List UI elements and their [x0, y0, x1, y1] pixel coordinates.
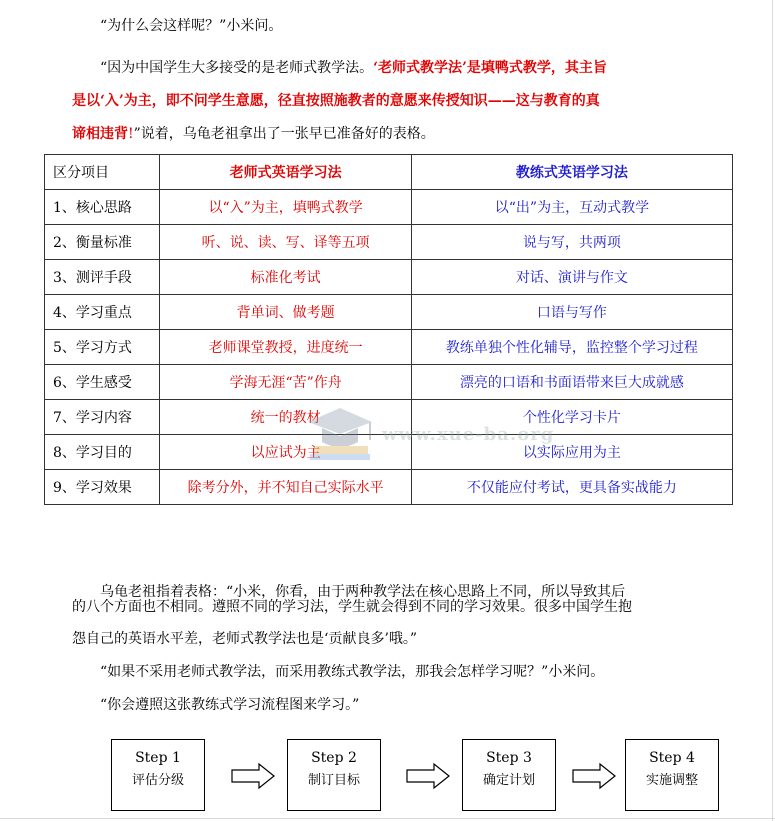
body-line-1: 乌龟老祖指着表格：“小米，你看，由于两种教学法在核心思路上不同，所以导致其后: [100, 584, 626, 600]
teacher-cell: 听、说、读、写、译等五项: [160, 225, 411, 260]
row-label: 3、测评手段: [45, 260, 160, 295]
table-row: [45, 190, 733, 225]
body-line-2: 的八个方面也不相同。遵照不同的学习法，学生就会得到不同的学习效果。很多中国学生抱: [72, 599, 632, 615]
body-paragraph-1-cont2: [72, 629, 712, 649]
comparison-table: [44, 154, 733, 505]
intro-line-4-mark: !: [128, 126, 134, 142]
row-label: 8、学习目的: [45, 435, 160, 470]
step-label: 确定计划: [482, 773, 535, 788]
watermark-text: www.xue-ba.org: [382, 424, 555, 445]
teacher-cell: 标准化考试: [160, 260, 411, 295]
coach-cell: 以实际应用为主: [411, 435, 732, 470]
body-paragraph-1-cont: [72, 597, 712, 617]
intro-paragraph-2: [100, 58, 740, 78]
body-paragraph-2: [100, 662, 740, 682]
body-line-4: “如果不采用老师式教学法，而采用教练式教学法，那我会怎样学习呢？”小米问。: [100, 664, 605, 680]
step-label: 实施调整: [645, 773, 698, 788]
step-title: Step 1: [135, 750, 181, 766]
coach-cell: 说与写，共两项: [411, 225, 732, 260]
row-label: 4、学习重点: [45, 295, 160, 330]
coach-cell: 教练单独个性化辅导，监控整个学习过程: [411, 330, 732, 365]
row-label: 9、学习效果: [45, 470, 160, 505]
intro-line-4-plain: ”说着，乌龟老祖拿出了一张早已准备好的表格。: [133, 126, 435, 142]
right-arrow-icon: [231, 763, 275, 789]
header-category: 区分项目: [45, 155, 160, 190]
intro-line-3-red: 是以‘入’为主，即不问学生意愿，径直按照施教者的意愿来传授知识——这与教育的真: [72, 93, 600, 109]
table-row: [45, 330, 733, 365]
page-border-bottom: [0, 818, 775, 819]
table-row: [45, 295, 733, 330]
row-label: 7、学习内容: [45, 400, 160, 435]
step-label: 制订目标: [307, 773, 360, 788]
flow-step-2: [287, 739, 381, 811]
row-label: 2、衡量标准: [45, 225, 160, 260]
table-row: [45, 225, 733, 260]
teacher-cell: 老师课堂教授，进度统一: [160, 330, 411, 365]
row-label: 1、核心思路: [45, 190, 160, 225]
coach-cell: 对话、演讲与作文: [411, 260, 732, 295]
teacher-cell: 学海无涯“苦”作舟: [160, 365, 411, 400]
intro-paragraph-4: [72, 124, 712, 144]
header-coach-method: 教练式英语学习法: [411, 155, 732, 190]
coach-cell: 口语与写作: [411, 295, 732, 330]
step-title: Step 2: [311, 750, 357, 766]
teacher-cell: 背单词、做考题: [160, 295, 411, 330]
table-row: [45, 365, 733, 400]
teacher-cell: 统一的教材: [160, 400, 411, 435]
right-arrow-icon: [572, 763, 616, 789]
coach-cell: 不仅能应付考试，更具备实战能力: [411, 470, 732, 505]
intro-paragraph-3: [72, 91, 712, 111]
table-row: [45, 435, 733, 470]
body-line-3: 怨自己的英语水平差，老师式教学法也是‘贡献良多’哦。”: [72, 631, 418, 647]
row-label: 5、学习方式: [45, 330, 160, 365]
intro-paragraph-1: [100, 16, 740, 36]
header-teacher-method: 老师式英语学习法: [160, 155, 411, 190]
intro-line-2-red: ‘老师式教学法’是填鸭式教学，其主旨: [373, 60, 607, 76]
page-border-right: [772, 0, 773, 821]
teacher-cell: 除考分外，并不知自己实际水平: [160, 470, 411, 505]
table-row: [45, 400, 733, 435]
step-title: Step 4: [649, 750, 695, 766]
table-row: [45, 470, 733, 505]
intro-line-2-plain: “因为中国学生大多接受的是老师式教学法。: [100, 60, 374, 76]
intro-line-4-red: 谛相违背: [72, 126, 128, 142]
body-paragraph-3: [100, 695, 740, 715]
flow-step-4: [625, 739, 719, 811]
table-row: [45, 260, 733, 295]
coach-cell: 漂亮的口语和书面语带来巨大成就感: [411, 365, 732, 400]
right-arrow-icon: [406, 763, 450, 789]
teacher-cell: 以应试为主: [160, 435, 411, 470]
row-label: 6、学生感受: [45, 365, 160, 400]
coach-cell: 以“出”为主，互动式教学: [411, 190, 732, 225]
flow-step-1: [111, 739, 205, 811]
table-header-row: [45, 155, 733, 190]
flow-step-3: [462, 739, 556, 811]
teacher-cell: 以“入”为主，填鸭式教学: [160, 190, 411, 225]
step-label: 评估分级: [131, 773, 184, 788]
step-title: Step 3: [486, 750, 532, 766]
body-line-5: “你会遵照这张教练式学习流程图来学习。”: [100, 697, 360, 713]
intro-line-1: “为什么会这样呢？”小米问。: [100, 18, 283, 34]
coach-cell: 个性化学习卡片: [411, 400, 732, 435]
